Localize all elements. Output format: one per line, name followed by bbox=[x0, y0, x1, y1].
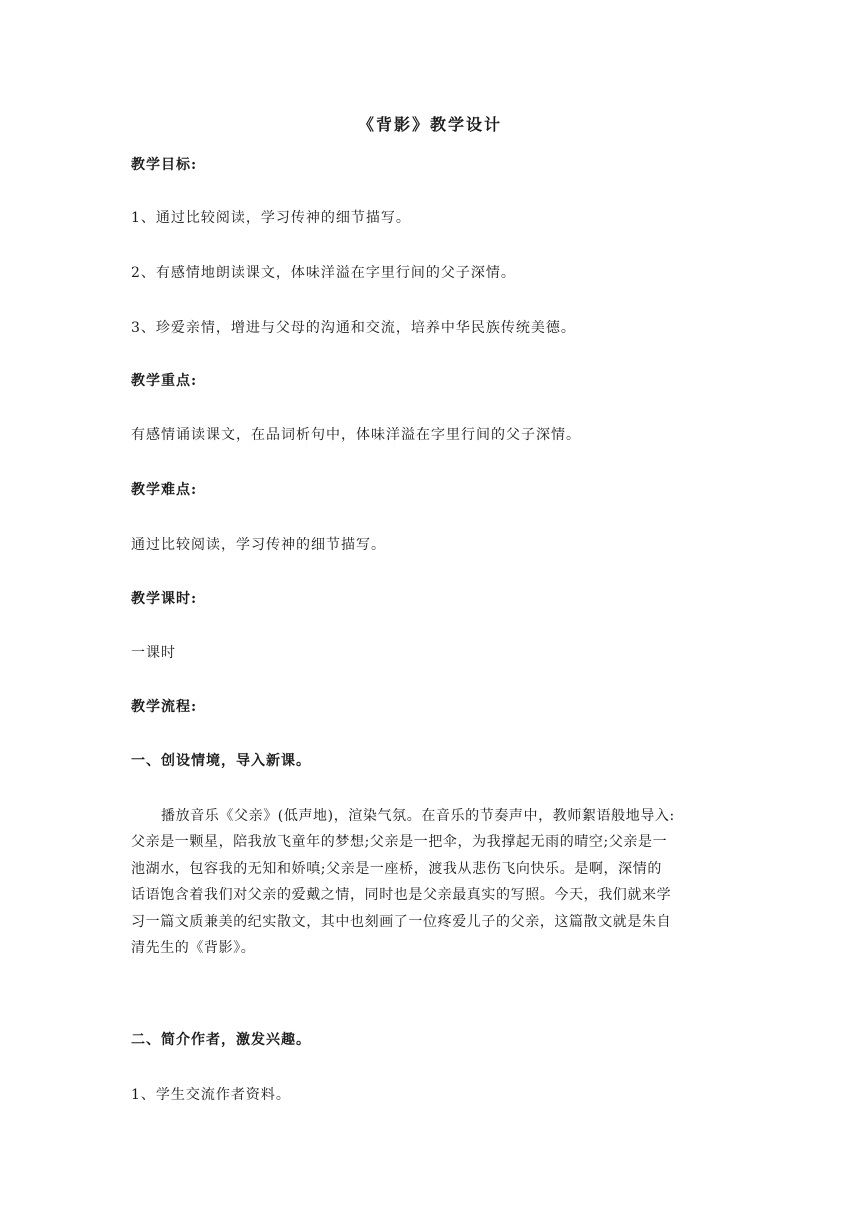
step1-paragraph-line: 话语饱含着我们对父亲的爱戴之情，同时也是父亲最真实的写照。今天，我们就来学 bbox=[131, 887, 672, 904]
step1-paragraph-line: 池湖水，包容我的无知和娇嗔;父亲是一座桥，渡我从悲伤飞向快乐。是啊，深情的 bbox=[131, 860, 662, 877]
step2-item-1: 1、学生交流作者资料。 bbox=[131, 1087, 291, 1103]
objective-item-3: 3、珍爱亲情，增进与父母的沟通和交流，培养中华民族传统美德。 bbox=[131, 320, 576, 336]
step1-paragraph-line: 习一篇文质兼美的纪实散文，其中也刻画了一位疼爱儿子的父亲，这篇散文就是朱自 bbox=[131, 913, 672, 930]
key-points-heading: 教学重点: bbox=[131, 373, 198, 389]
step1-paragraph bbox=[131, 803, 731, 961]
objective-item-2: 2、有感情地朗读课文，体味洋溢在字里行间的父子深情。 bbox=[131, 265, 516, 281]
step1-paragraph-line: 清先生的《背影》。 bbox=[131, 940, 256, 957]
step1-paragraph-line: 父亲是一颗星，陪我放飞童年的梦想;父亲是一把伞，为我撑起无雨的晴空;父亲是一 bbox=[131, 834, 668, 851]
objective-item-1: 1、通过比较阅读，学习传神的细节描写。 bbox=[131, 210, 411, 226]
document-title: 《背影》教学设计 bbox=[357, 115, 502, 134]
difficulties-text: 通过比较阅读，学习传神的细节描写。 bbox=[131, 537, 386, 553]
step1-paragraph-line: 播放音乐《父亲》(低声地)，渲染气氛。在音乐的节奏声中，教师絮语般地导入: bbox=[161, 808, 675, 824]
class-hours-text: 一课时 bbox=[131, 645, 176, 661]
step1-heading: 一、创设情境，导入新课。 bbox=[131, 753, 311, 769]
objectives-heading: 教学目标: bbox=[131, 157, 198, 173]
process-heading: 教学流程: bbox=[131, 699, 198, 715]
difficulties-heading: 教学难点: bbox=[131, 482, 198, 498]
key-points-text: 有感情诵读课文，在品词析句中，体味洋溢在字里行间的父子深情。 bbox=[131, 427, 581, 443]
class-hours-heading: 教学课时: bbox=[131, 591, 198, 607]
step2-heading: 二、简介作者，激发兴趣。 bbox=[131, 1032, 311, 1048]
